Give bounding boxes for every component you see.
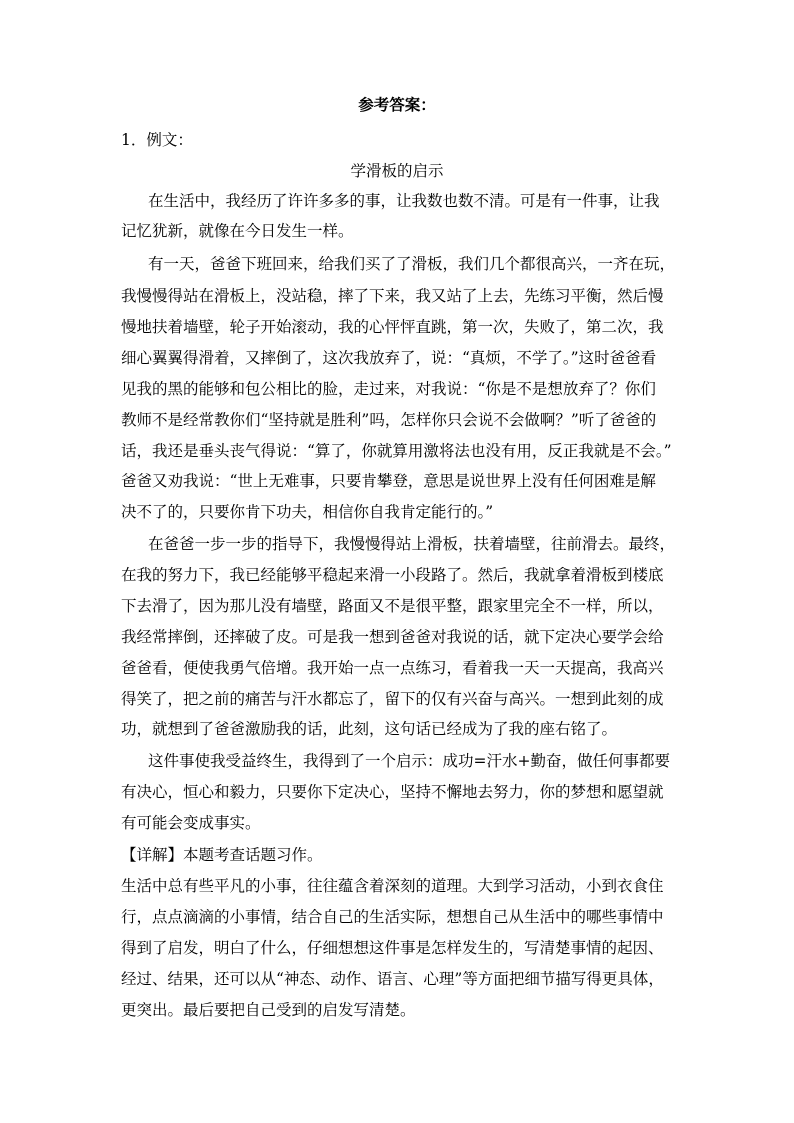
analysis-line: 经过、结果，还可以从“神态、动作、语言、心理”等方面把细节描写得更具体， [121,970,664,988]
essay-line: 记忆犹新，就像在今日发生一样。 [121,222,354,240]
analysis-line: 行，点点滴滴的小事情，结合自己的生活实际，想想自己从生活中的哪些事情中 [121,908,664,926]
essay-line: 教师不是经常教你们“坚持就是胜利”吗，怎样你只会说不会做啊？”听了爸爸的 [121,411,657,429]
essay-line: 得笑了，把之前的痛苦与汗水都忘了，留下的仅有兴奋与高兴。一想到此刻的成 [121,690,664,708]
essay-line: 在我的努力下，我已经能够平稳起来滑一小段路了。然后，我就拿着滑板到楼底 [121,566,664,584]
essay-line: 话，我还是垂头丧气得说：“算了，你就算用激将法也没有用，反正我就是不会。” [121,442,672,460]
essay-line: 我慢慢得站在滑板上，没站稳，摔了下来，我又站了上去，先练习平衡，然后慢 [121,287,664,305]
essay-line: 决不了的，只要你肯下功夫，相信你自我肯定能行的。” [121,503,494,521]
question-number: 1．例文： [121,131,193,149]
analysis-line: 得到了启发，明白了什么，仔细想想这件事是怎样发生的，写清楚事情的起因、 [121,939,664,957]
essay-line: 在爸爸一步一步的指导下，我慢慢得站上滑板，扶着墙壁，往前滑去。最终， [148,535,676,553]
analysis-heading: 【详解】本题考查话题习作。 [121,846,323,864]
analysis-line: 生活中总有些平凡的小事，往往蕴含着深刻的道理。大到学习活动，小到衣食住 [121,877,664,895]
essay-line: 在生活中，我经历了许许多多的事，让我数也数不清。可是有一件事，让我 [148,192,660,210]
essay-line: 有决心，恒心和毅力，只要你下定决心，坚持不懈地去努力，你的梦想和愿望就 [121,783,664,801]
essay-line: 爸爸看，便使我勇气倍增。我开始一点一点练习，看着我一天一天提高，我高兴 [121,659,664,677]
essay-line: 下去滑了，因为那儿没有墙壁，路面又不是很平整，跟家里完全不一样，所以， [121,597,664,615]
answer-heading: 参考答案： [358,95,436,114]
essay-line: 有一天，爸爸下班回来，给我们买了了滑板，我们几个都很高兴，一齐在玩， [148,255,676,273]
analysis-line: 更突出。最后要把自己受到的启发写清楚。 [121,1001,416,1019]
essay-line: 见我的黑的能够和包公相比的脸，走过来，对我说：“你是不是想放弃了？你们 [121,380,656,398]
essay-title: 学滑板的启示 [350,162,444,180]
essay-line: 有可能会变成事实。 [121,814,261,832]
essay-line: 慢地扶着墙壁，轮子开始滚动，我的心怦怦直跳，第一次，失败了，第二次，我 [121,318,664,336]
essay-line: 细心翼翼得滑着，又摔倒了，这次我放弃了，说：“真烦，不学了。”这时爸爸看 [121,349,657,367]
essay-line: 这件事使我受益终生，我得到了一个启示：成功=汗水+勤奋，做任何事都要 [148,752,670,770]
essay-line: 我经常摔倒，还摔破了皮。可是我一想到爸爸对我说的话，就下定决心要学会给 [121,628,664,646]
essay-line: 功，就想到了爸爸激励我的话，此刻，这句话已经成为了我的座右铭了。 [121,720,618,738]
essay-line: 爸爸又劝我说：“世上无难事，只要肯攀登，意思是说世界上没有任何困难是解 [121,472,656,490]
